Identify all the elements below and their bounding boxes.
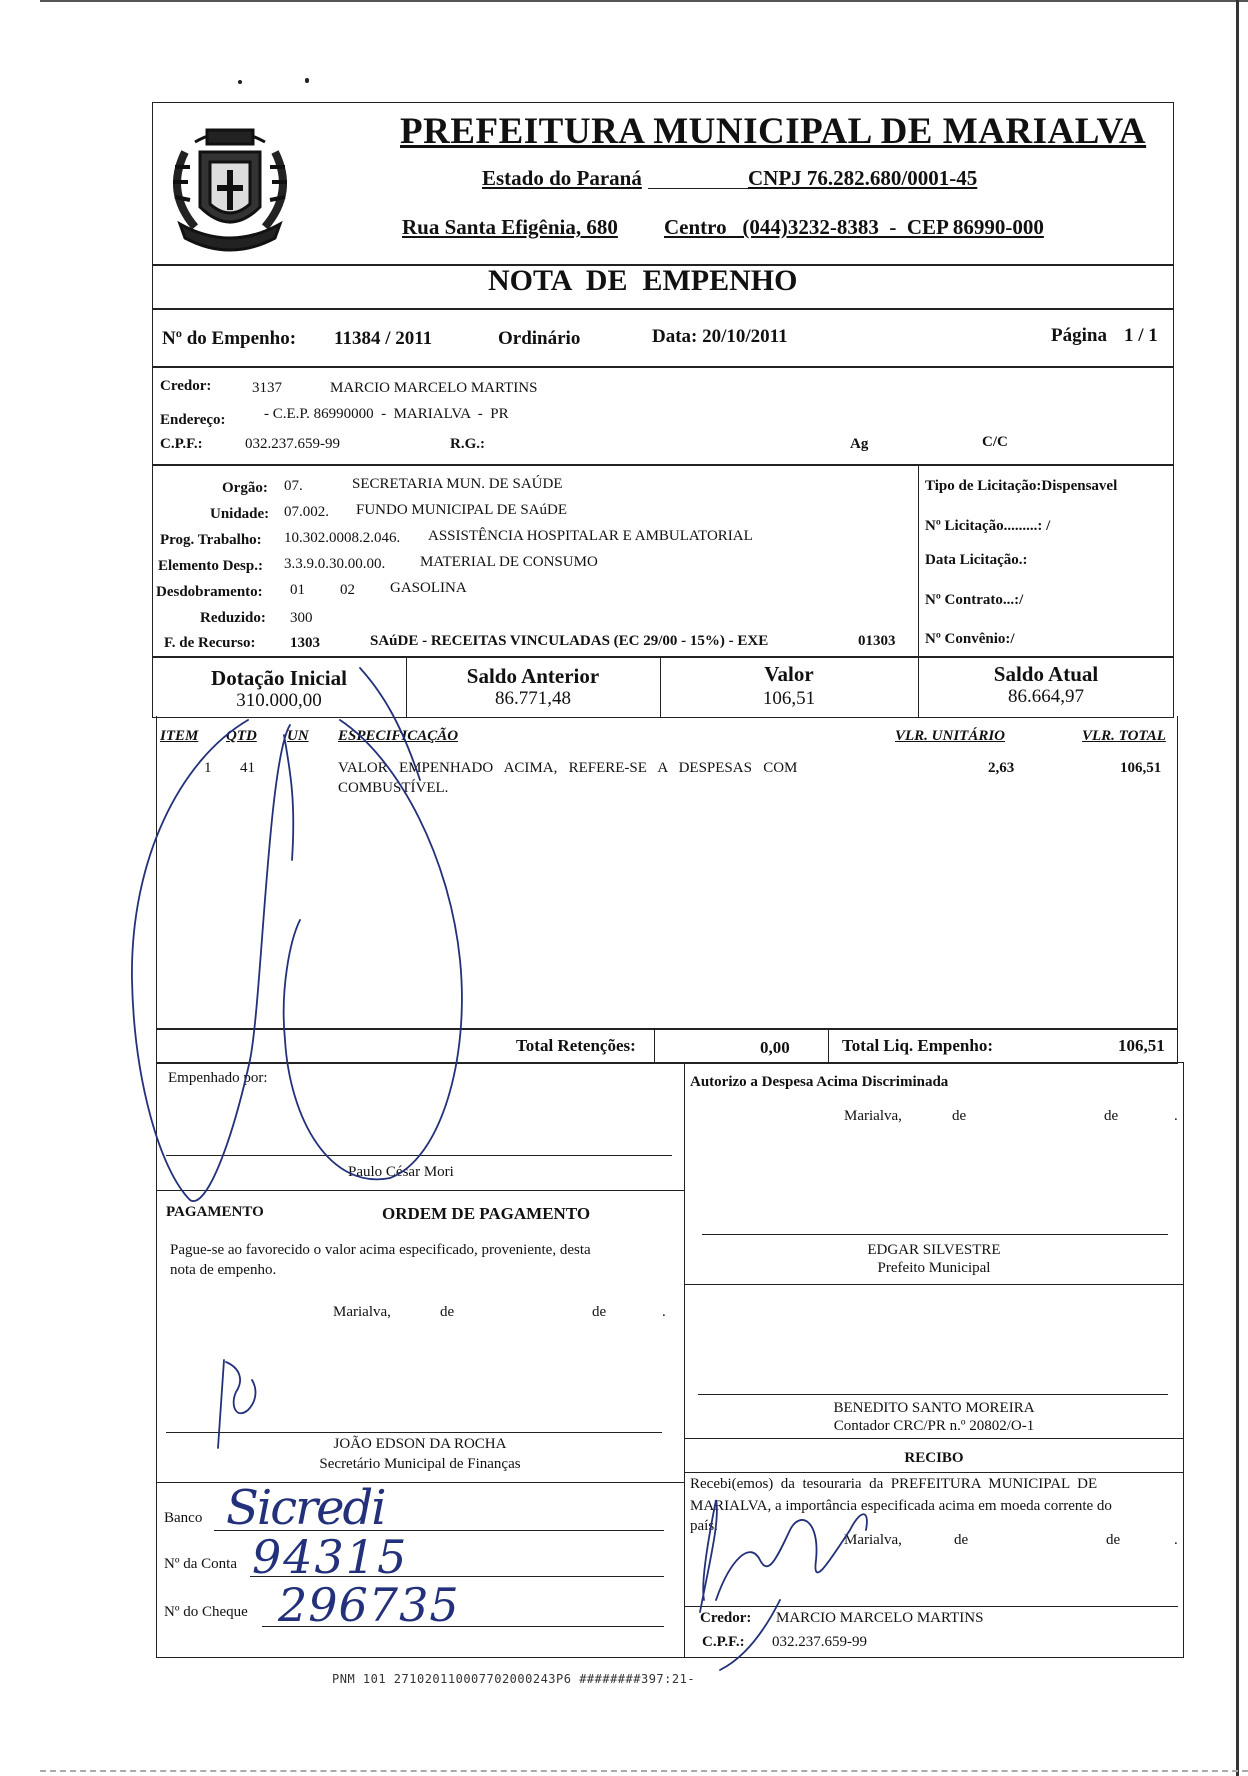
signature-stroke (132, 720, 290, 1201)
pagamento-title: PAGAMENTO (166, 1204, 264, 1220)
col-vlr-total: VLR. TOTAL (1082, 728, 1166, 744)
dot-mark: . (1174, 1108, 1178, 1124)
recibo-title: RECIBO (904, 1450, 964, 1466)
recibo-cpf-label: C.P.F.: (702, 1634, 745, 1650)
saldo-anterior-label: Saldo Anterior (466, 664, 600, 688)
banco-label: Banco (164, 1510, 203, 1526)
credor-label: Credor: (160, 378, 212, 394)
dot-mark: . (662, 1304, 666, 1320)
prefeitura-title: PREFEITURA MUNICIPAL DE MARIALVA (400, 111, 1147, 152)
orgao-desc: SECRETARIA MUN. DE SAÚDE (352, 476, 563, 492)
cheque-label: Nº do Cheque (164, 1604, 248, 1620)
empenho-type: Ordinário (498, 328, 581, 349)
desdobramento-a: 01 (290, 582, 305, 598)
cpf-value: 032.237.659-99 (245, 436, 340, 452)
valor-value: 106,51 (762, 688, 816, 709)
recibo-line3: país. (690, 1518, 718, 1534)
conta-handwritten: 94315 (252, 1530, 409, 1584)
unidade-label: Unidade: (210, 506, 270, 522)
saldo-atual-label: Saldo Atual (993, 662, 1099, 686)
col-item: ITEM (160, 728, 199, 744)
cc-label: C/C (982, 434, 1008, 450)
de-label: de (952, 1108, 967, 1124)
ag-label: Ag (850, 436, 869, 452)
cheque-handwritten: 296735 (278, 1578, 460, 1632)
doc-title: NOTA DE EMPENHO (488, 264, 798, 297)
recurso-code: 1303 (290, 635, 320, 651)
saldo-anterior-value: 86.771,48 (495, 688, 571, 709)
contador-cargo: Contador CRC/PR n.º 20802/O-1 (833, 1418, 1035, 1434)
orgao-code: 07. (284, 478, 303, 494)
recibo-marialva-label: Marialva, (844, 1532, 902, 1548)
recurso-desc: SAúDE - RECEITAS VINCULADAS (EC 29/00 - 15%) - EXE (370, 633, 769, 649)
signature-stroke (284, 735, 293, 860)
retencoes-value: 0,00 (760, 1038, 790, 1057)
recibo-credor-label: Credor: (700, 1610, 752, 1626)
retencoes-label: Total Retenções: (516, 1036, 636, 1055)
unidade-desc: FUNDO MUNICIPAL DE SAúDE (356, 502, 567, 518)
recibo-line2: MARIALVA, a importância especificada acima em moeda corrente do (690, 1498, 1112, 1514)
item-number: 1 (204, 760, 212, 776)
secretario-cargo: Secretário Municipal de Finanças (319, 1456, 521, 1472)
marialva-label: Marialva, (844, 1108, 902, 1124)
prog-code: 10.302.0008.2.046. (284, 530, 401, 546)
signature-stroke (284, 720, 462, 1179)
de-label: de (440, 1304, 455, 1320)
recurso-num: 01303 (858, 633, 896, 649)
desdobramento-desc: GASOLINA (390, 580, 467, 596)
cpf-label: C.P.F.: (160, 436, 203, 452)
col-especificacao: ESPECIFICAÇÃO (338, 728, 459, 744)
autorizo-label: Autorizo a Despesa Acima Discriminada (690, 1074, 949, 1090)
page-label: Página (1051, 325, 1107, 346)
total-liquido-label: Total Liq. Empenho: (842, 1036, 993, 1055)
recurso-label: F. de Recurso: (164, 635, 256, 651)
signature-stroke (218, 1360, 224, 1448)
item-qtd: 41 (240, 760, 255, 776)
empenhado-por-label: Empenhado por: (168, 1070, 268, 1086)
estado-label: Estado do Paraná (482, 166, 642, 190)
form-code: PNM 101 271020110007702000243P6 ########397:21- (332, 1672, 696, 1686)
de-label: de (1106, 1532, 1121, 1548)
numero-contrato: Nº Contrato...:/ (925, 592, 1024, 608)
orgao-label: Orgão: (222, 480, 268, 496)
page-value: 1 / 1 (1124, 325, 1158, 346)
unidade-code: 07.002. (284, 504, 329, 520)
desdobramento-label: Desdobramento: (156, 584, 263, 600)
item-espec-line1: VALOR EMPENHADO ACIMA, REFERE-SE A DESPESAS COM (338, 760, 798, 776)
prog-desc: ASSISTÊNCIA HOSPITALAR E AMBULATORIAL (428, 528, 753, 544)
empenho-number-label: Nº do Empenho: (162, 328, 297, 349)
dotacao-value: 310.000,00 (236, 690, 322, 711)
ordem-pagamento-title: ORDEM DE PAGAMENTO (382, 1204, 591, 1223)
secretario-nome: JOÃO EDSON DA ROCHA (333, 1436, 507, 1452)
credor-name: MARCIO MARCELO MARTINS (330, 380, 538, 396)
reduzido-value: 300 (290, 610, 313, 626)
item-espec-line2: COMBUSTÍVEL. (338, 780, 449, 796)
item-total-value: 106,51 (1120, 760, 1162, 776)
elemento-code: 3.3.9.0.30.00.00. (284, 556, 386, 572)
dot-mark: . (1174, 1532, 1178, 1548)
recibo-cpf-value: 032.237.659-99 (772, 1634, 867, 1650)
prog-label: Prog. Trabalho: (160, 532, 262, 548)
saldo-atual-value: 86.664,97 (1008, 686, 1084, 707)
empenho-date: Data: 20/10/2011 (652, 326, 788, 347)
endereco-label: Endereço: (160, 412, 226, 428)
col-qtd: QTD (226, 728, 257, 744)
street-label: Rua Santa Efigênia, 680 (402, 215, 618, 239)
empenho-number: 11384 / 2011 (334, 328, 433, 349)
numero-convenio: Nº Convênio:/ (925, 631, 1015, 647)
endereco-value: - C.E.P. 86990000 - MARIALVA - PR (264, 406, 509, 422)
de-label: de (954, 1532, 969, 1548)
tipo-licitacao: Tipo de Licitação:Dispensavel (925, 478, 1118, 494)
valor-label: Valor (764, 662, 814, 686)
cnpj-label: CNPJ 76.282.680/0001-45 (748, 166, 978, 190)
de-label: de (592, 1304, 607, 1320)
col-un: UN (287, 728, 309, 744)
signature-stroke (716, 1514, 867, 1600)
prefeito-nome: EDGAR SILVESTRE (867, 1242, 1001, 1258)
numero-licitacao: Nº Licitação.........: / (925, 518, 1051, 534)
signature-stroke (720, 1600, 780, 1670)
signature-stroke (226, 1362, 255, 1413)
item-unit-value: 2,63 (988, 760, 1015, 776)
signature-stroke (360, 668, 420, 780)
pague-line1: Pague-se ao favorecido o valor acima especificado, proveniente, desta (170, 1242, 591, 1258)
col-vlr-unitario: VLR. UNITÁRIO (895, 728, 1006, 744)
elemento-label: Elemento Desp.: (158, 558, 263, 574)
data-licitacao: Data Licitação.: (925, 552, 1028, 568)
conta-label: Nº da Conta (164, 1556, 237, 1572)
pague-line2: nota de empenho. (170, 1262, 277, 1278)
reduzido-label: Reduzido: (200, 610, 266, 626)
marialva-label: Marialva, (333, 1304, 391, 1320)
address-label: Centro (044)3232-8383 - CEP 86990-000 (664, 215, 1044, 239)
desdobramento-b: 02 (340, 582, 355, 598)
signature-stroke (700, 1500, 717, 1612)
rg-label: R.G.: (450, 436, 485, 452)
de-label: de (1104, 1108, 1119, 1124)
empenhado-nome: Paulo César Mori (348, 1164, 454, 1180)
credor-code: 3137 (252, 380, 282, 396)
dotacao-label: Dotação Inicial (211, 666, 347, 690)
elemento-desc: MATERIAL DE CONSUMO (420, 554, 598, 570)
banco-handwritten: Sicredi (226, 1480, 385, 1536)
recibo-credor-name: MARCIO MARCELO MARTINS (776, 1610, 984, 1626)
recibo-line1: Recebi(emos) da tesouraria da PREFEITURA MUNICIPAL DE (690, 1476, 1098, 1492)
total-liquido-value: 106,51 (1118, 1036, 1165, 1055)
contador-nome: BENEDITO SANTO MOREIRA (833, 1400, 1035, 1416)
prefeito-cargo: Prefeito Municipal (877, 1260, 991, 1276)
